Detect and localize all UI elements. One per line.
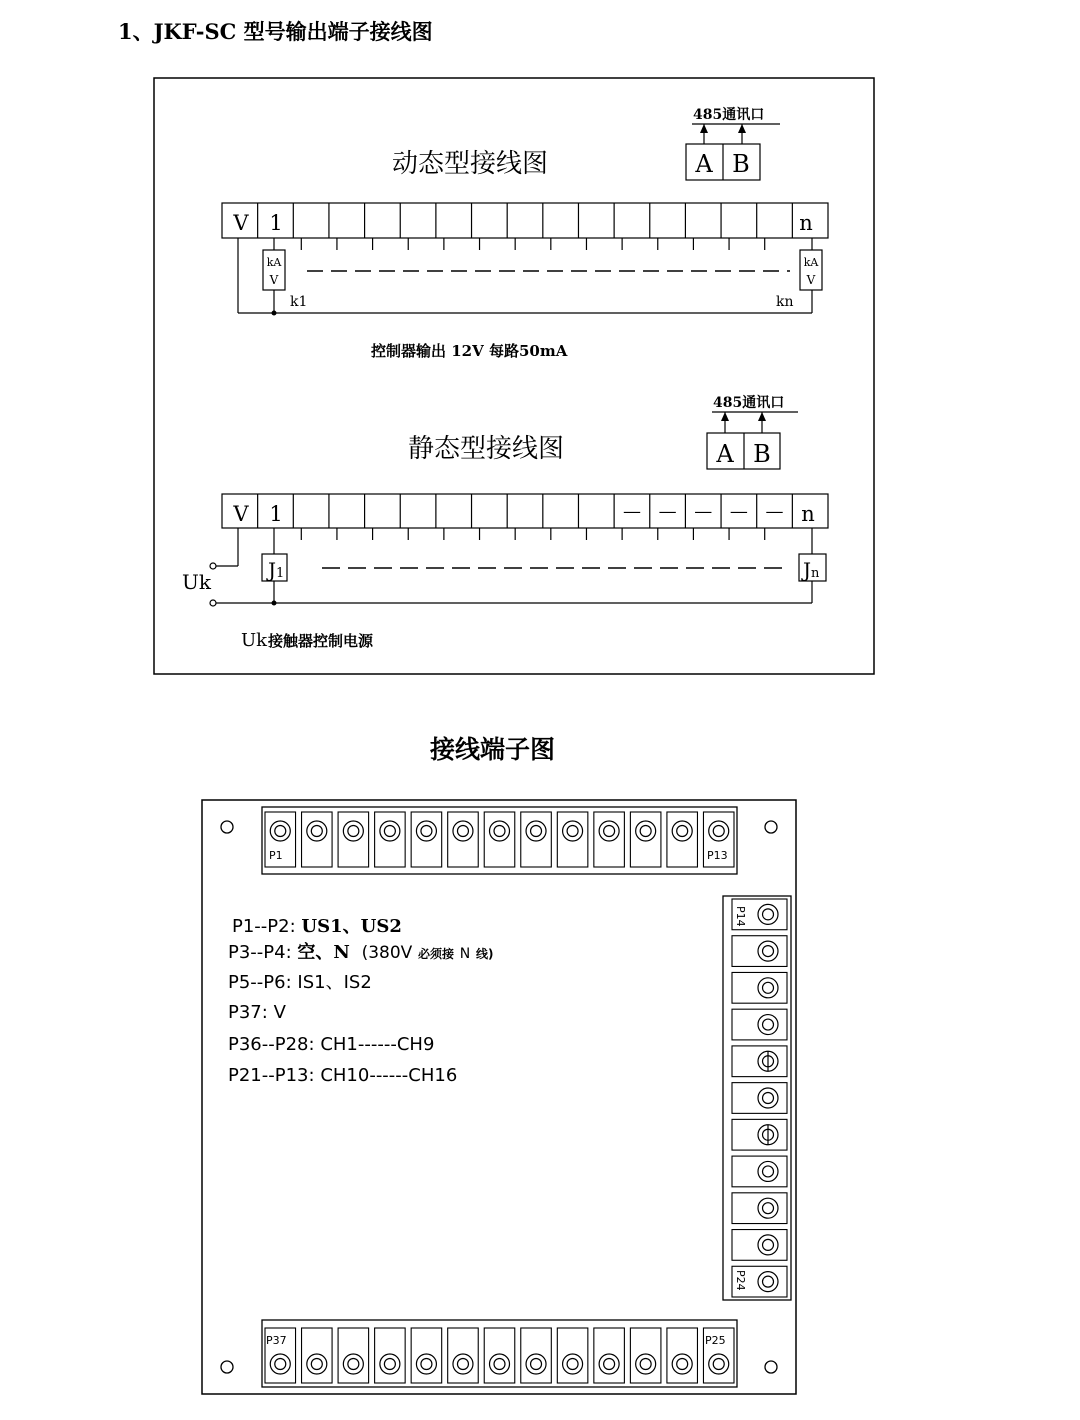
screw-icon: [709, 821, 729, 841]
terminal-cell: [732, 936, 787, 967]
static-title: 静态型接线图: [408, 434, 565, 464]
screw-icon: [416, 1354, 436, 1374]
static-note: 接触器控制电源: [268, 632, 374, 650]
legend-line: P1--P2: US1、US2: [232, 916, 402, 937]
screw-icon: [563, 821, 583, 841]
screw-icon: [763, 1276, 774, 1287]
screw-icon: [270, 821, 290, 841]
static-comm-label: 485通讯口: [713, 395, 785, 411]
terminal-cell: [732, 1193, 787, 1224]
screw-icon: [636, 1354, 656, 1374]
svg-text:J1: J1: [268, 558, 285, 582]
screw-icon: [384, 1359, 395, 1370]
terminal-cell: [448, 1328, 479, 1383]
terminal-board: [202, 800, 796, 1394]
svg-text:kA: kA: [803, 256, 819, 269]
screw-icon: [307, 1354, 327, 1374]
terminal-title: 接线端子图: [430, 735, 556, 764]
terminal-cell: [484, 1328, 515, 1383]
static-term-1: 1: [269, 502, 283, 526]
legend-line: P5--P6: IS1、IS2: [228, 972, 372, 993]
terminal-cell: [521, 1328, 552, 1383]
screw-icon: [763, 1019, 774, 1030]
screw-icon: [758, 1015, 778, 1035]
legend-line: P21--P13: CH10------CH16: [228, 1065, 458, 1086]
screw-icon: [494, 826, 505, 837]
screw-icon: [348, 826, 359, 837]
screw-icon: [380, 1354, 400, 1374]
screw-icon: [763, 946, 774, 957]
screw-icon: [758, 941, 778, 961]
screw-icon: [758, 1088, 778, 1108]
screw-icon: [384, 826, 395, 837]
dynamic-term-1: 1: [269, 211, 283, 235]
static-blank-terminal: —: [694, 501, 713, 522]
dynamic-kn-label: kn: [776, 294, 794, 310]
screw-icon: [677, 1359, 688, 1370]
screw-icon: [763, 1166, 774, 1177]
screw-icon: [604, 1359, 615, 1370]
screw-icon: [763, 1203, 774, 1214]
screw-icon: [758, 978, 778, 998]
terminal-cell: [448, 812, 479, 867]
screw-icon: [526, 1354, 546, 1374]
terminal-cell: [484, 812, 515, 867]
screw-icon: [763, 1093, 774, 1104]
terminal-cell: [411, 812, 442, 867]
label-p24: P24: [734, 1270, 747, 1291]
terminal-cell: [594, 1328, 625, 1383]
terminal-cell: [302, 1328, 333, 1383]
mount-hole-icon: [221, 821, 233, 833]
svg-text:Jn: Jn: [803, 558, 820, 582]
terminal-cell: [375, 1328, 406, 1383]
screw-icon: [490, 821, 510, 841]
static-term-n: n: [801, 502, 815, 526]
screw-icon: [421, 1359, 432, 1370]
screw-icon: [709, 1354, 729, 1374]
legend-line: P3--P4: 空、N (380V 必须接 N 线): [228, 942, 494, 963]
dynamic-comm-label: 485通讯口: [693, 107, 765, 123]
terminal-cell: [667, 1328, 698, 1383]
screw-icon: [453, 1354, 473, 1374]
label-p25: P25: [705, 1334, 726, 1347]
terminal-legend: [228, 916, 494, 1086]
static-comm-b: B: [753, 440, 771, 468]
screw-icon: [343, 1354, 363, 1374]
screw-icon: [421, 826, 432, 837]
terminal-cell: [667, 812, 698, 867]
terminal-cell: [411, 1328, 442, 1383]
terminal-cell: [732, 1083, 787, 1114]
screw-icon: [348, 1359, 359, 1370]
mount-hole-icon: [221, 1361, 233, 1373]
label-p37: P37: [266, 1334, 287, 1347]
terminal-cell: [732, 1230, 787, 1261]
screw-icon: [677, 826, 688, 837]
screw-icon: [713, 1359, 724, 1370]
static-section: [182, 394, 828, 651]
screw-icon: [275, 826, 286, 837]
screw-icon: [599, 1354, 619, 1374]
screw-icon: [763, 909, 774, 920]
dynamic-note: 控制器输出 12V 每路50mA: [371, 342, 568, 360]
terminal-cell: [375, 812, 406, 867]
terminal-cell: [338, 1328, 369, 1383]
screw-icon: [567, 1359, 578, 1370]
screw-icon: [763, 982, 774, 993]
dynamic-term-n: n: [799, 211, 813, 235]
static-uk-label: Uk: [182, 570, 211, 594]
terminal-cell: [630, 812, 661, 867]
label-p14: P14: [734, 906, 747, 927]
terminal-cell: [732, 1009, 787, 1040]
screw-icon: [640, 826, 651, 837]
screw-icon: [567, 826, 578, 837]
screw-icon: [672, 821, 692, 841]
svg-text:V: V: [269, 273, 279, 287]
screw-icon: [531, 1359, 542, 1370]
terminal-cell: [630, 1328, 661, 1383]
screw-icon: [311, 1359, 322, 1370]
static-comm-a: A: [716, 440, 734, 468]
svg-text:kA: kA: [266, 256, 282, 269]
screw-icon: [636, 821, 656, 841]
dynamic-k1-label: k1: [290, 294, 308, 310]
dynamic-terminal-strip: [222, 203, 828, 238]
dynamic-title: 动态型接线图: [392, 149, 549, 179]
svg-text:V: V: [806, 273, 816, 287]
screw-icon: [490, 1354, 510, 1374]
terminal-cell: [557, 812, 588, 867]
screw-icon: [758, 1235, 778, 1255]
terminal-cell: [302, 812, 333, 867]
terminal-cell: [338, 812, 369, 867]
legend-line: P37: V: [228, 1002, 286, 1023]
screw-icon: [343, 821, 363, 841]
screw-icon: [457, 1359, 468, 1370]
static-note-uk: Uk: [241, 630, 268, 651]
screw-icon: [380, 821, 400, 841]
screw-icon: [531, 826, 542, 837]
terminal-cell: [521, 812, 552, 867]
screw-icon: [758, 1272, 778, 1292]
static-term-v: V: [233, 502, 249, 526]
terminal-cell: [732, 972, 787, 1003]
terminal-cell: [594, 812, 625, 867]
dynamic-term-v: V: [233, 211, 249, 235]
static-blank-terminal: —: [765, 501, 784, 522]
screw-icon: [763, 1239, 774, 1250]
screw-icon: [599, 821, 619, 841]
screw-icon: [604, 826, 615, 837]
screw-icon: [672, 1354, 692, 1374]
legend-line: P36--P28: CH1------CH9: [228, 1034, 435, 1055]
dynamic-comm-b: B: [732, 150, 750, 178]
static-blank-terminal: —: [658, 501, 677, 522]
static-blank-terminal: —: [729, 501, 748, 522]
screw-icon: [563, 1354, 583, 1374]
label-p1: P1: [269, 849, 283, 862]
screw-icon: [416, 821, 436, 841]
screw-icon: [758, 1161, 778, 1181]
screw-icon: [494, 1359, 505, 1370]
screw-icon: [457, 826, 468, 837]
static-blank-terminal: —: [622, 501, 641, 522]
screw-icon: [758, 1198, 778, 1218]
screw-icon: [453, 821, 473, 841]
dynamic-comm-a: A: [695, 150, 713, 178]
mount-hole-icon: [765, 821, 777, 833]
screw-icon: [311, 826, 322, 837]
terminal-cell: [557, 1328, 588, 1383]
page-heading: 1、JKF-SC 型号输出端子接线图: [118, 19, 433, 44]
screw-icon: [270, 1354, 290, 1374]
terminal-cell: [732, 1046, 787, 1077]
terminal-cell: [732, 1119, 787, 1150]
screw-icon: [758, 904, 778, 924]
screw-icon: [713, 826, 724, 837]
dynamic-section: [222, 106, 828, 360]
label-p13: P13: [707, 849, 728, 862]
screw-icon: [275, 1359, 286, 1370]
screw-icon: [307, 821, 327, 841]
mount-hole-icon: [765, 1361, 777, 1373]
screw-icon: [526, 821, 546, 841]
terminal-block-right: [723, 896, 791, 1300]
terminal-cell: [732, 1156, 787, 1187]
screw-icon: [640, 1359, 651, 1370]
